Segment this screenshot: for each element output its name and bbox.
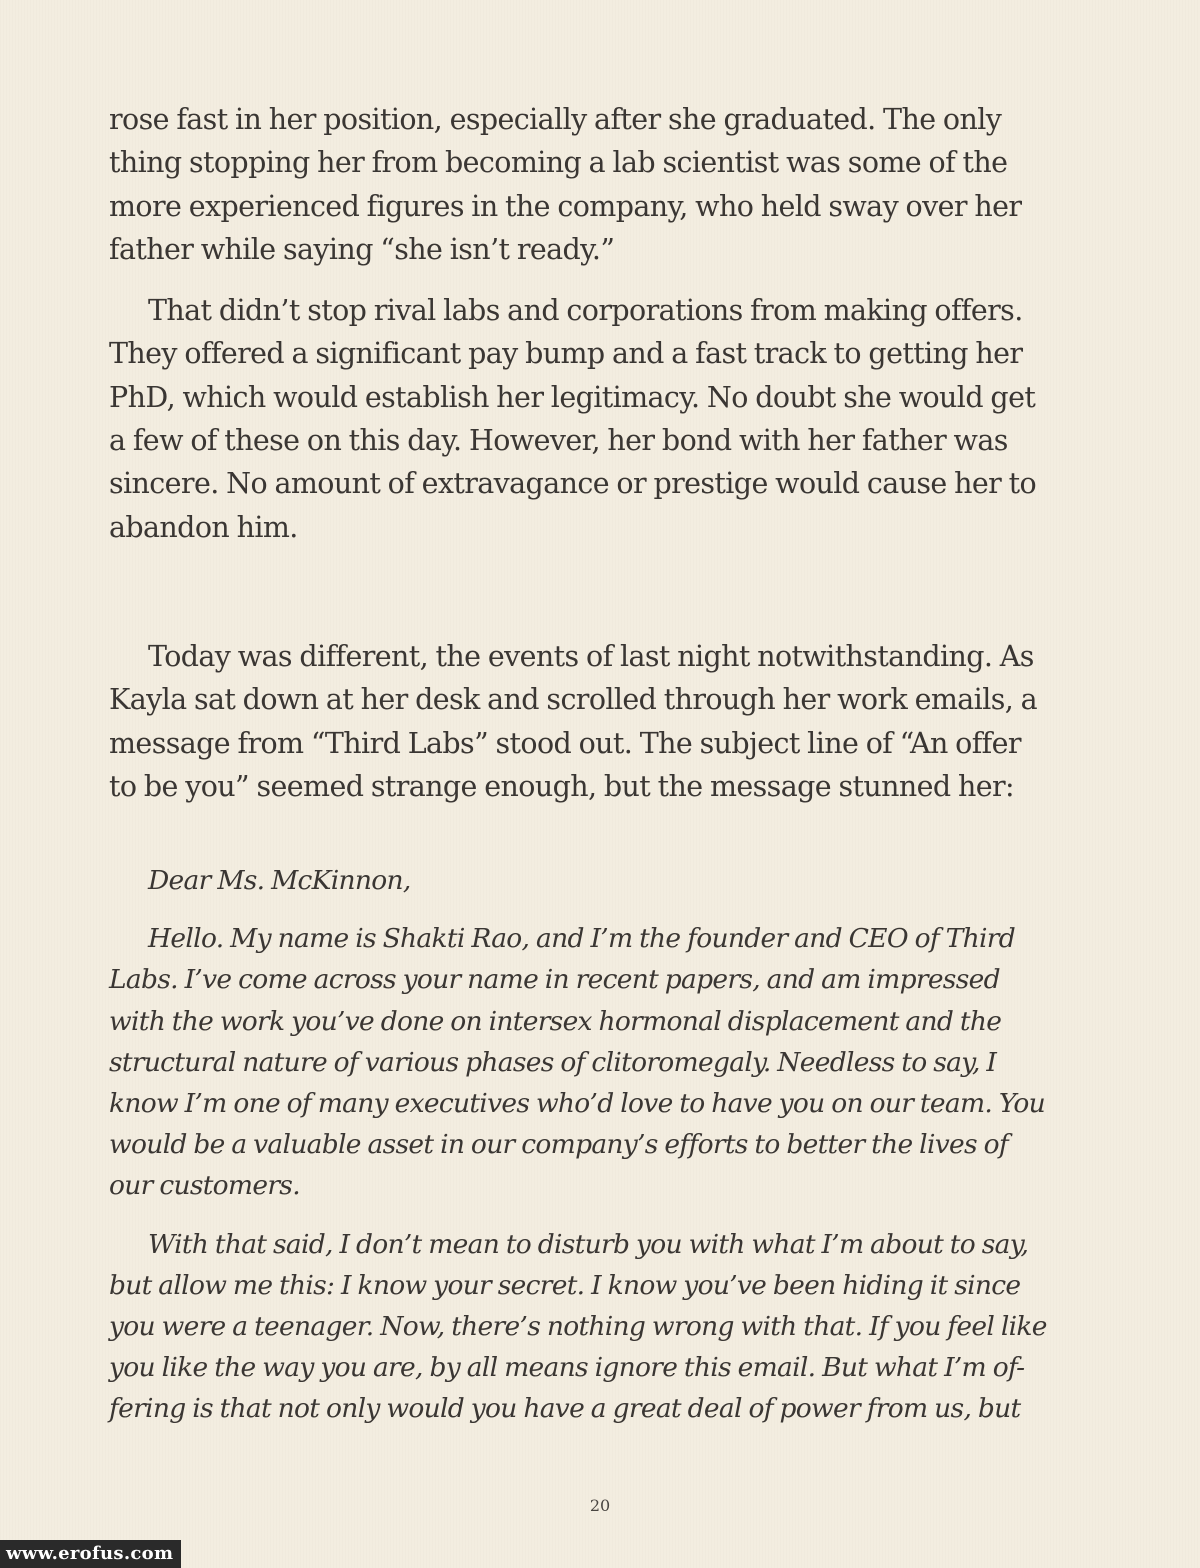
site-watermark: www.erofus.com xyxy=(0,1540,181,1568)
narrative-paragraph: That didn’t stop rival labs and corporations from making offers. They offered a significant pay bump and a fast track to getting her PhD, which would establish her legitimacy. No doubt she would get a few of these on this day. However, her bond with her father was sincere. No amount of extravagance or prestige would cause her to abandon him. xyxy=(109,294,1037,544)
email-letter xyxy=(109,860,1099,1430)
narrative-paragraph: rose fast in her position, especially after she graduated. The only thing stopping her from becoming a lab scientist was some of the more experienced figures in the company, who held sway over her father while saying “she isn’t ready.” xyxy=(109,103,1022,266)
narrative-paragraph: Today was different, the events of last night notwithstanding. As Kayla sat down at her desk and scrolled through her work emails, a message from “Third Labs” stood out. The subject line of “An offer to be you” seemed strange enough, but the message stunned her: xyxy=(109,639,1038,803)
email-paragraph: Hello. My name is Shakti Rao, and I’m the founder and CEO of Third Labs. I’ve come across your name in recent papers, and am impressed with the work you’ve done on intersex hormonal displacement and the structural nature of various phases of clitoromegaly. Needless to say, I know I’m one of many executives who’d love to have you on our team. You would be a valuable asset in our company’s efforts to better the lives of our customers. xyxy=(109,923,1045,1202)
email-paragraph: With that said, I don’t mean to disturb you with what I’m about to say, but allow me this: I know your secret. I know you’ve been hiding it since you were a teenager. Now, there’s nothing wrong with that. If you feel like you like the way you are, by all means ignore this email. But what I’m of- fering is that not only would you have a great deal of power from us, but xyxy=(109,1228,1047,1425)
page-number: 20 xyxy=(589,1496,611,1515)
narrative-text xyxy=(109,98,1091,808)
email-salutation: Dear Ms. McKinnon, xyxy=(148,865,411,896)
